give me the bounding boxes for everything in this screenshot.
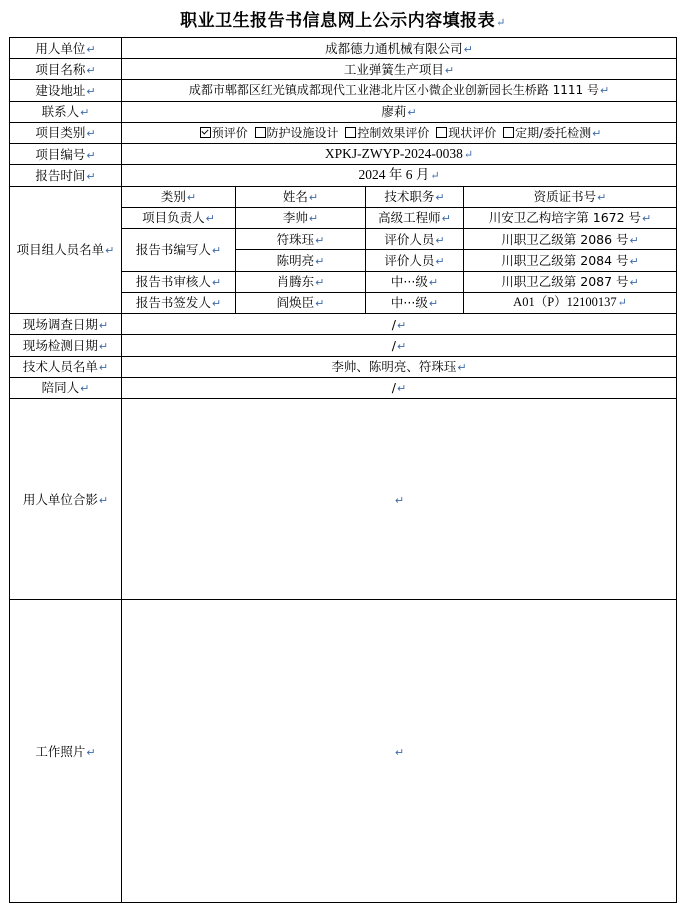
member-category: 报告书审核人↵ [122, 271, 236, 292]
paragraph-mark-icon: ↵ [629, 233, 639, 247]
paragraph-mark-icon: ↵ [444, 63, 455, 77]
paragraph-mark-icon: ↵ [428, 276, 439, 290]
paragraph-mark-icon: ↵ [617, 297, 627, 310]
paragraph-mark-icon: ↵ [211, 244, 222, 258]
employer-label: 用人单位↵ [10, 38, 122, 59]
row-project-no [10, 144, 677, 165]
test-date-label: 现场检测日期↵ [10, 335, 122, 356]
paragraph-mark-icon: ↵ [428, 297, 439, 311]
team-header-row [10, 186, 677, 207]
paragraph-mark-icon: ↵ [407, 106, 417, 120]
paragraph-mark-icon: ↵ [205, 212, 215, 226]
row-report-time [10, 165, 677, 186]
paragraph-mark-icon: ↵ [315, 254, 325, 268]
member-name: 符珠珏↵ [236, 229, 366, 250]
paragraph-mark-icon: ↵ [397, 318, 407, 332]
paragraph-mark-icon: ↵ [457, 361, 467, 375]
paragraph-mark-icon: ↵ [98, 318, 109, 332]
checkbox-checked-icon[interactable] [200, 127, 211, 138]
checkbox-icon[interactable] [503, 127, 514, 138]
group-photo-label: 用人单位合影↵ [10, 398, 122, 599]
paragraph-mark-icon: ↵ [98, 493, 109, 507]
option-control-effect[interactable]: 控制效果评价 [342, 126, 429, 140]
row-tech-staff [10, 356, 677, 377]
work-photo-area [122, 600, 677, 903]
team-header-category: 类别↵ [122, 186, 236, 207]
member-cert: 川职卫乙级第 2084 号↵ [464, 250, 677, 271]
paragraph-mark-icon: ↵ [629, 276, 639, 290]
paragraph-mark-icon: ↵ [642, 212, 652, 226]
member-name: 阎焕臣↵ [236, 292, 366, 313]
member-title: 评价人员↵ [366, 229, 464, 250]
paragraph-mark-icon: ↵ [308, 191, 319, 205]
member-title: 中···级↵ [366, 292, 464, 313]
contact-value: 廖莉↵ [122, 101, 677, 122]
paragraph-mark-icon: ↵ [397, 382, 407, 396]
paragraph-mark-icon: ↵ [211, 297, 222, 311]
row-contact [10, 101, 677, 122]
survey-date-value: /↵ [122, 314, 677, 335]
project-no-value: XPKJ-ZWYP-2024-0038↵ [122, 144, 677, 165]
project-type-label: 项目类别↵ [10, 122, 122, 143]
paragraph-mark-icon: ↵ [463, 42, 473, 56]
paragraph-mark-icon: ↵ [98, 339, 109, 353]
form-title: 职业卫生报告书信息网上公示内容填报表↵ [180, 11, 506, 31]
member-category: 报告书编写人↵ [122, 229, 236, 271]
member-category: 报告书签发人↵ [122, 292, 236, 313]
paragraph-mark-icon: ↵ [394, 493, 405, 507]
survey-date-label: 现场调查日期↵ [10, 314, 122, 335]
report-time-label: 报告时间↵ [10, 165, 122, 186]
paragraph-mark-icon: ↵ [105, 244, 115, 258]
project-type-options [122, 122, 677, 143]
project-name-label: 项目名称↵ [10, 59, 122, 80]
work-photo-label: 工作照片↵ [10, 600, 122, 903]
option-pre-evaluation[interactable]: 预评价 [197, 126, 248, 140]
row-employer [10, 38, 677, 59]
paragraph-mark-icon: ↵ [463, 149, 474, 162]
paragraph-mark-icon: ↵ [86, 84, 96, 98]
paragraph-mark-icon: ↵ [600, 84, 610, 98]
member-category: 项目负责人↵ [122, 207, 236, 228]
checkbox-icon[interactable] [345, 127, 356, 138]
team-header-name: 姓名↵ [236, 186, 366, 207]
paragraph-mark-icon: ↵ [211, 276, 222, 290]
paragraph-mark-icon: ↵ [597, 191, 607, 205]
project-no-label: 项目编号↵ [10, 144, 122, 165]
row-group-photo [10, 398, 677, 599]
paragraph-mark-icon: ↵ [315, 297, 325, 311]
option-periodic-testing[interactable]: 定期/委托检测 [500, 126, 591, 140]
paragraph-mark-icon: ↵ [86, 169, 96, 183]
disclosure-form-table [9, 37, 677, 903]
row-escort [10, 377, 677, 398]
member-cert: 川安卫乙构培字第 1672 号↵ [464, 207, 677, 228]
paragraph-mark-icon: ↵ [186, 191, 197, 205]
paragraph-mark-icon: ↵ [80, 106, 90, 120]
paragraph-mark-icon: ↵ [98, 361, 109, 375]
paragraph-mark-icon: ↵ [394, 745, 405, 759]
paragraph-mark-icon: ↵ [496, 16, 506, 29]
team-label: 项目组人员名单↵ [10, 186, 122, 313]
paragraph-mark-icon: ↵ [315, 233, 325, 247]
option-status-evaluation[interactable]: 现状评价 [433, 126, 496, 140]
member-title: 高级工程师↵ [366, 207, 464, 228]
row-address [10, 80, 677, 101]
checkbox-icon[interactable] [436, 127, 447, 138]
option-protection-design[interactable]: 防护设施设计 [252, 126, 339, 140]
checkbox-icon[interactable] [255, 127, 266, 138]
row-project-name [10, 59, 677, 80]
escort-label: 陪同人↵ [10, 377, 122, 398]
report-time-value: 2024 年 6 月↵ [122, 165, 677, 186]
paragraph-mark-icon: ↵ [430, 170, 440, 183]
test-date-value: /↵ [122, 335, 677, 356]
member-cert: 川职卫乙级第 2087 号↵ [464, 271, 677, 292]
team-header-title: 技术职务↵ [366, 186, 464, 207]
row-project-type [10, 122, 677, 143]
project-name-value: 工业弹簧生产项目↵ [122, 59, 677, 80]
paragraph-mark-icon: ↵ [397, 339, 407, 353]
employer-value: 成都德力通机械有限公司↵ [122, 38, 677, 59]
paragraph-mark-icon: ↵ [435, 254, 445, 268]
paragraph-mark-icon: ↵ [308, 212, 319, 226]
paragraph-mark-icon: ↵ [86, 42, 96, 56]
tech-staff-label: 技术人员名单↵ [10, 356, 122, 377]
tech-staff-value: 李帅、陈明亮、符珠珏↵ [122, 356, 677, 377]
contact-label: 联系人↵ [10, 101, 122, 122]
address-value: 成都市郫都区红光镇成都现代工业港北片区小微企业创新园长生桥路 1111 号↵ [122, 80, 677, 101]
member-cert: 川职卫乙级第 2086 号↵ [464, 229, 677, 250]
paragraph-mark-icon: ↵ [435, 233, 445, 247]
row-test-date [10, 335, 677, 356]
member-title: 中···级↵ [366, 271, 464, 292]
address-label: 建设地址↵ [10, 80, 122, 101]
paragraph-mark-icon: ↵ [86, 148, 96, 162]
member-name: 陈明亮↵ [236, 250, 366, 271]
paragraph-mark-icon: ↵ [86, 63, 96, 77]
paragraph-mark-icon: ↵ [86, 127, 96, 141]
row-work-photo [10, 600, 677, 903]
paragraph-mark-icon: ↵ [435, 191, 445, 205]
group-photo-area [122, 398, 677, 599]
member-title: 评价人员↵ [366, 250, 464, 271]
member-cert: A01（P）12100137↵ [464, 292, 677, 313]
row-survey-date [10, 314, 677, 335]
paragraph-mark-icon: ↵ [592, 126, 602, 140]
paragraph-mark-icon: ↵ [86, 745, 96, 759]
team-header-cert: 资质证书号↵ [464, 186, 677, 207]
paragraph-mark-icon: ↵ [80, 382, 90, 396]
escort-value: /↵ [122, 377, 677, 398]
paragraph-mark-icon: ↵ [441, 212, 451, 226]
paragraph-mark-icon: ↵ [315, 276, 325, 290]
paragraph-mark-icon: ↵ [629, 254, 639, 268]
member-name: 肖腾东↵ [236, 271, 366, 292]
member-name: 李帅↵ [236, 207, 366, 228]
